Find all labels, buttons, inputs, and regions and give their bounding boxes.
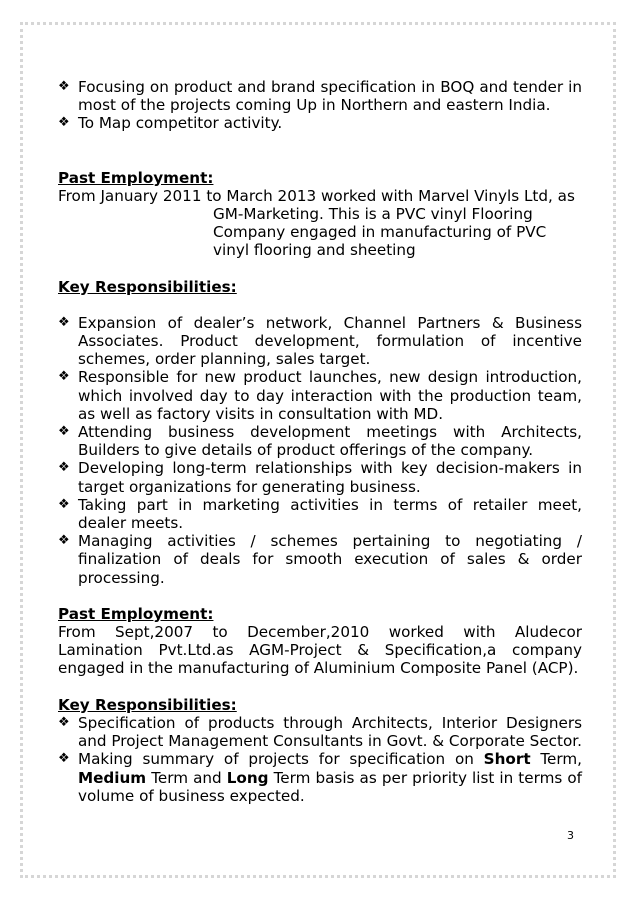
page-number: 3 <box>567 829 574 842</box>
item-text: Making summary of projects for specification on <box>78 750 484 769</box>
key-responsibilities-list <box>58 714 582 805</box>
item-text: Term, <box>530 750 582 769</box>
list-item <box>58 750 582 805</box>
item-text: Term and <box>146 768 227 787</box>
past-employment-line: GM-Marketing. This is a PVC vinyl Flooring <box>213 205 533 224</box>
past-employment-heading: Past Employment: <box>58 168 214 187</box>
emphasis-medium: Medium <box>78 768 147 787</box>
list-item: ❖ Responsible for new product launches, new design introduction, which involved day to day interaction with the production team, as well as factory visits in consultation with MD. <box>58 368 582 423</box>
emphasis-short: Short <box>483 750 531 769</box>
list-item: ❖ Managing activities / schemes pertaining to negotiating / finalization of deals for smooth execution of sales & order processing. <box>58 532 582 587</box>
list-item: ❖ Expansion of dealer’s network, Channel Partners & Business Associates. Product development, formulation of incentive schemes, order planning, sales target. <box>58 314 582 369</box>
document-page <box>58 78 582 805</box>
emphasis-long: Long <box>226 768 269 787</box>
past-employment-heading: Past Employment: <box>58 604 214 623</box>
list-item: ❖ Developing long-term relationships with key decision-makers in target organizations for generating business. <box>58 459 582 495</box>
key-responsibilities-heading: Key Responsibilities: <box>58 695 237 714</box>
list-item: ❖ Focusing on product and brand specification in BOQ and tender in most of the projects coming Up in Northern and eastern India. <box>58 78 582 114</box>
past-employment-line: Company engaged in manufacturing of PVC <box>213 223 547 242</box>
past-employment-text: From Sept,2007 to December,2010 worked with Aludecor Lamination Pvt.Ltd.as AGM-Project & Specification,a company engaged in the manufacturing of Aluminium Composite Panel (ACP). <box>58 623 582 678</box>
key-responsibilities-heading: Key Responsibilities: <box>58 277 237 296</box>
list-item: ❖ Specification of products through Architects, Interior Designers and Project Management Consultants in Govt. & Corporate Sector. <box>58 714 582 750</box>
key-responsibilities-list <box>58 314 582 587</box>
list-item: ❖ To Map competitor activity. <box>58 114 582 132</box>
intro-bullet-list <box>58 78 582 133</box>
past-employment-line: vinyl flooring and sheeting <box>213 241 416 260</box>
past-employment-line: From January 2011 to March 2013 worked with Marvel Vinyls Ltd, as <box>58 186 575 205</box>
list-item: ❖ Taking part in marketing activities in terms of retailer meet, dealer meets. <box>58 496 582 532</box>
list-item: ❖ Attending business development meetings with Architects, Builders to give details of product offerings of the company. <box>58 423 582 459</box>
item-text: Term basis as per priority list in terms of volume of business expected. <box>78 768 582 805</box>
